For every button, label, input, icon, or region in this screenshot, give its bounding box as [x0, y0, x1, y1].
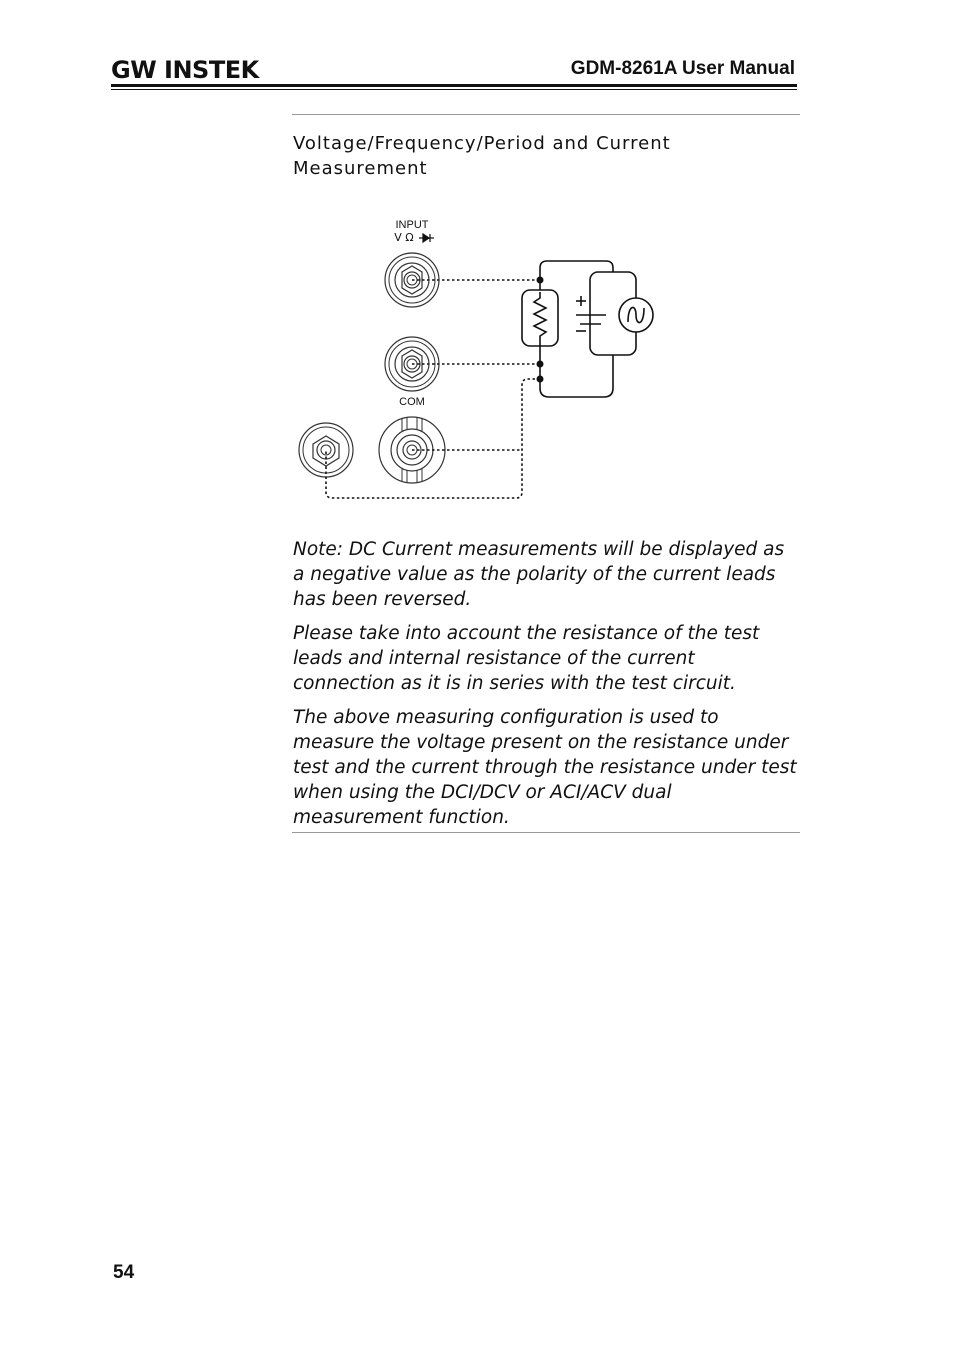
- section-title: Voltage/Frequency/Period and Current Measurement: [293, 133, 671, 179]
- notes-block: [293, 537, 798, 839]
- current-jack-small-terminal: [299, 423, 353, 477]
- section-divider-top: [292, 114, 800, 115]
- input-symbols: V Ω: [394, 231, 414, 244]
- diode-icon: [419, 234, 434, 242]
- header-rule: [111, 84, 797, 87]
- manual-title: GDM-8261A User Manual: [570, 58, 795, 79]
- header-rule-thin: [111, 89, 797, 90]
- note-paragraph: The above measuring configuration is used to measure the voltage present on the resistance under test and the current through the resistance under test when using the DCI/DCV or ACI/ACV dual measurement function.: [293, 707, 797, 828]
- note-paragraph: Note: DC Current measurements will be displayed as a negative value as the polarity of the current leads has been reversed.: [293, 539, 785, 610]
- com-label: COM: [399, 396, 425, 408]
- brand-logo: [111, 54, 259, 82]
- logo-text: GW INSTEK: [111, 56, 259, 84]
- test-leads: [326, 280, 540, 498]
- connection-diagram: [290, 210, 670, 510]
- note-paragraph: Please take into account the resistance of the test leads and internal resistance of the current connection as it is in series with the test circuit.: [293, 623, 760, 694]
- page-number: 54: [113, 1262, 135, 1283]
- section-divider-bottom: [292, 832, 800, 833]
- ac-source-icon: [619, 298, 653, 332]
- input-label: INPUT: [395, 219, 429, 231]
